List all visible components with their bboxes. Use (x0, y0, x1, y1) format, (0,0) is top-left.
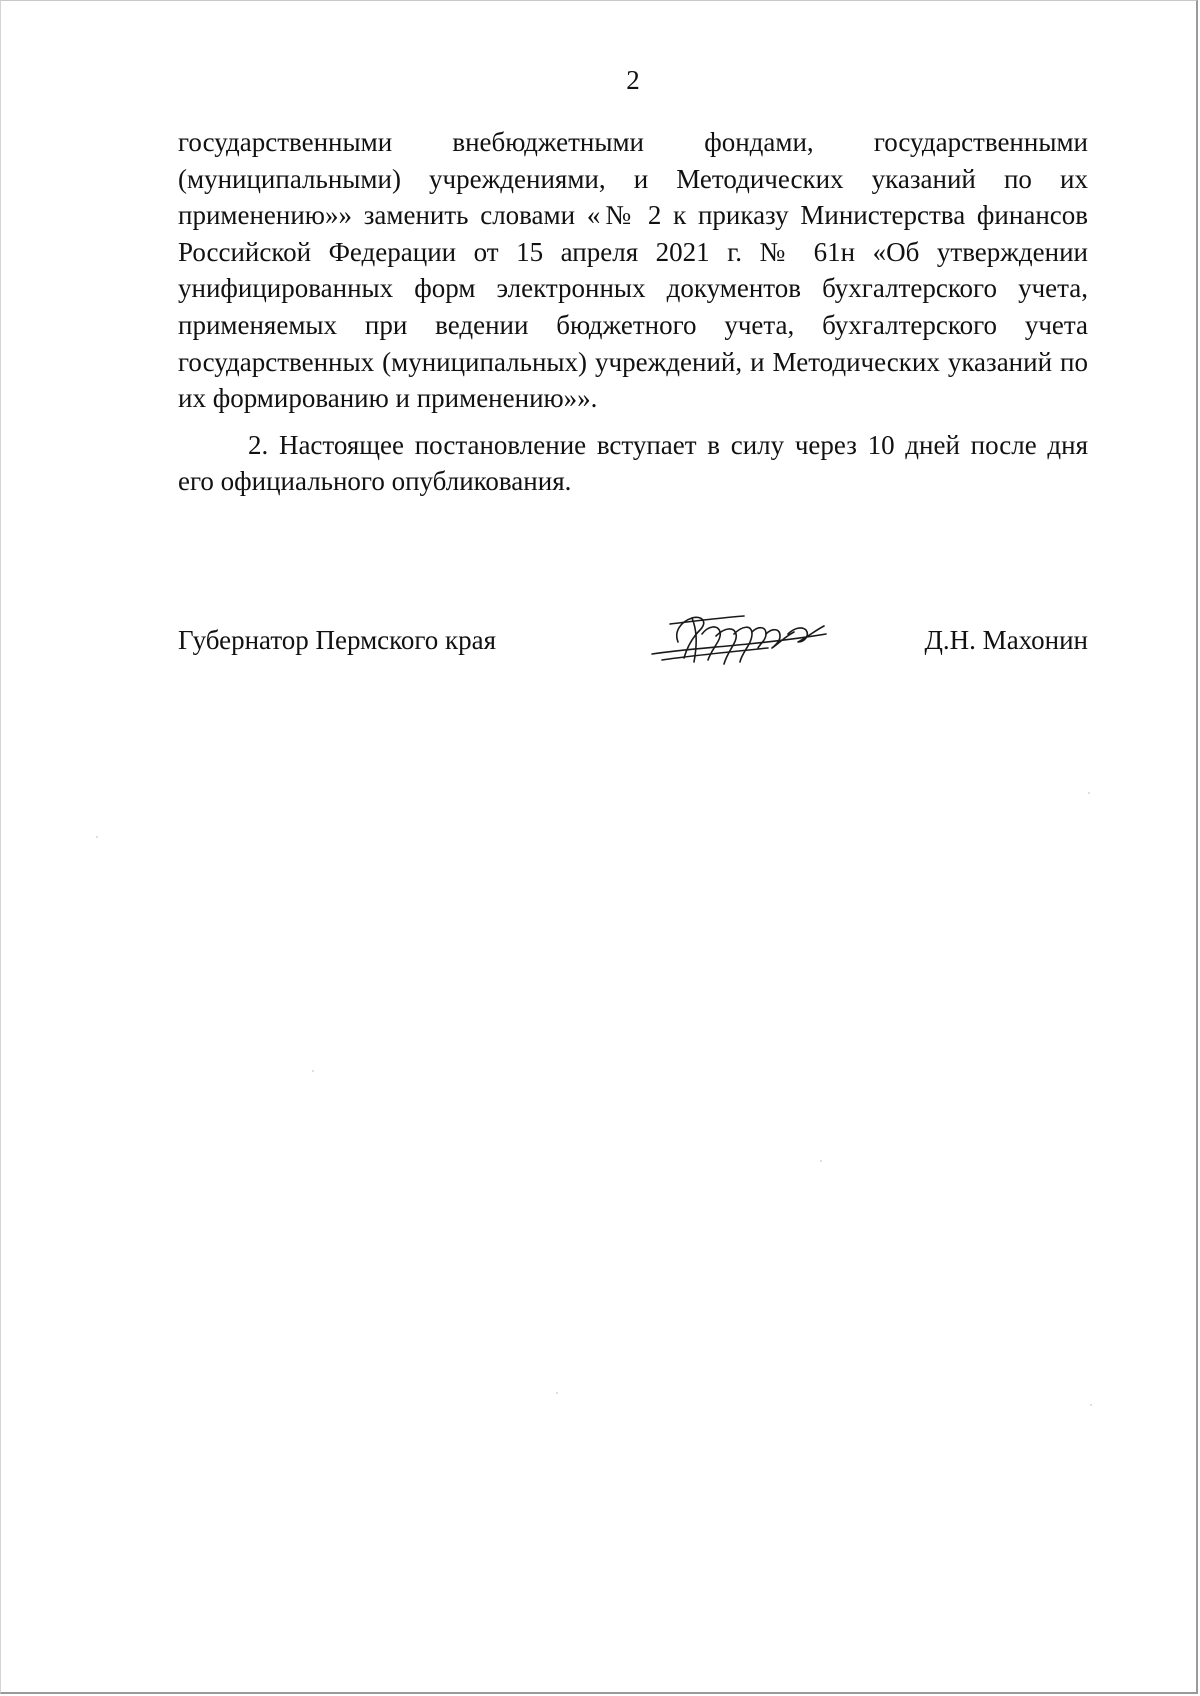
scan-speck (820, 1160, 822, 1162)
page-number: 2 (626, 65, 640, 95)
scan-speck (312, 1070, 314, 1072)
signer-name: Д.Н. Махонин (924, 625, 1088, 655)
signer-position: Губернатор Пермского края (178, 625, 497, 655)
scan-speck (96, 836, 98, 838)
scan-speck (556, 1392, 558, 1394)
handwritten-signature (648, 604, 832, 674)
paragraph-2: 2. Настоящее постановление вступает в силу через 10 дней после дня его официального опубликования. (178, 429, 1088, 497)
scan-speck (1090, 1404, 1092, 1406)
paragraph-1: государственными внебюджетными фондами, государственными (муниципальными) учреждениями, и Методических указаний по их применению»» заменить словами «№ 2 к приказу Министерства финансов Российской Федерации от 15 апреля 2021 г. № 61н «Об утверждении унифицированных форм электронных документов бухгалтерского учета, применяемых при ведении бюджетного учета, бухгалтерского учета государственных (муниципальных) учреждений, и Методических указаний по их формированию и применению»». (178, 127, 1088, 414)
scan-speck (1088, 792, 1090, 794)
document-body (178, 124, 1088, 500)
signature-block (178, 620, 1088, 680)
